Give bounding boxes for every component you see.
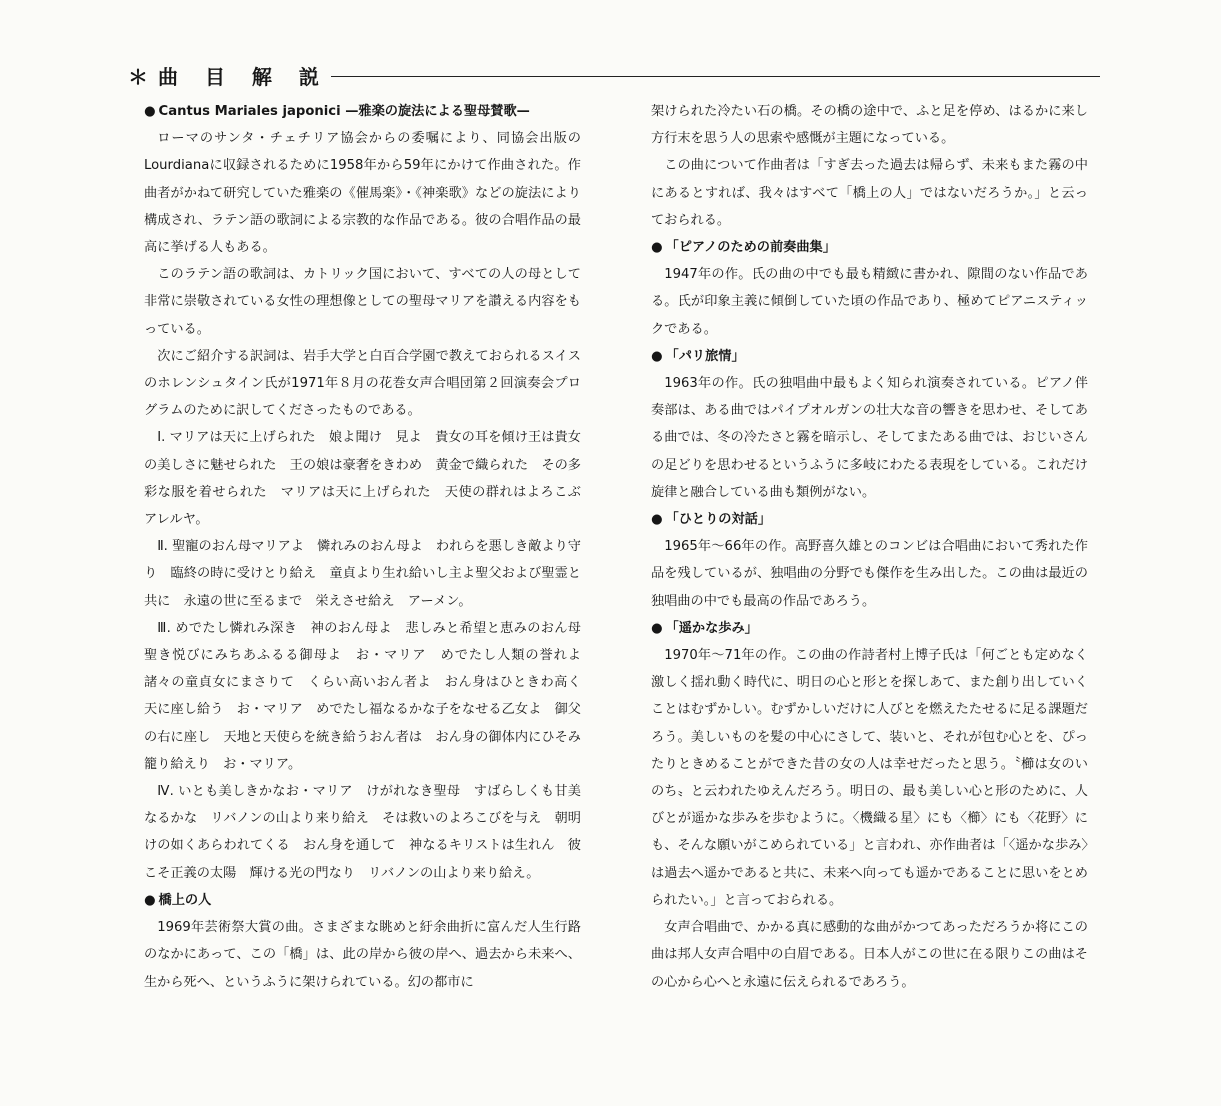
lyrics-verse-2: Ⅱ. 聖寵のおん母マリアよ 憐れみのおん母よ われらを悪しき敵より守り 臨終の時に受けとり給え 童貞より生れ給いし主よ聖父および聖霊と共に 永遠の世に至るまで 栄えさせ給え アーメン。 bbox=[144, 539, 581, 609]
paragraph: 1965年～66年の作。高野喜久雄とのコンビは合唱曲において秀れた作品を残しているが、独唱曲の分野でも傑作を生み出した。この曲は最近の独唱曲の中でも最高の作品であろう。 bbox=[651, 539, 1088, 609]
paragraph: 1963年の作。氏の独唱曲中最もよく知られ演奏されている。ピアノ伴奏部は、ある曲ではパイプオルガンの壮大な音の響きを思わせ、そしてある曲では、冬の冷たさと霧を暗示し、そしてまたある曲では、おじいさんの足どりを思わせるというふうに多岐にわたる表現をしている。これだけ旋律と融合している曲も類例がない。 bbox=[651, 376, 1088, 500]
section-title: 「ピアノのための前奏曲集」 bbox=[665, 240, 836, 256]
section-heading-cantus-mariales bbox=[144, 98, 581, 125]
lyrics-verse-1: Ⅰ. マリアは天に上げられた 娘よ聞け 見よ 貴女の耳を傾け王は貴女の美しさに魅せられた 王の娘は豪奢をきわめ 黄金で織られた その多彩な服を着せられた マリアは天に上げられた 天使の群れはよろこぶ アレルヤ。 bbox=[144, 430, 595, 528]
paragraph: 1947年の作。氏の曲の中でも最も精緻に書かれ、隙間のない作品である。氏が印象主義に傾倒していた頃の作品であり、極めてピアニスティックである。 bbox=[651, 267, 1088, 337]
paragraph: このラテン語の歌詞は、カトリック国において、すべての人の母として非常に崇敬されている女性の理想像としての聖母マリアを讃える内容をもっている。 bbox=[144, 267, 581, 337]
bullet-icon: ● bbox=[651, 348, 663, 364]
section-title: Cantus Mariales japonici —雅楽の旋法による聖母賛歌— bbox=[158, 104, 530, 119]
section-heading-kyojo-no-hito bbox=[144, 887, 581, 914]
bullet-icon: ● bbox=[651, 240, 663, 256]
section-title: 「遥かな歩み」 bbox=[665, 620, 758, 636]
paragraph: 1970年～71年の作。この曲の作詩者村上博子氏は「何ごとも定めなく激しく揺れ動く時代に、明日の心と形とを探しあて、また創り出していくことはむずかしい。むずかしいだけに人びとを燃えたたせるに足る課題だろう。美しいものを髪の中心にさして、装いと、それが包む心とを、ぴったりときめることができた昔の女の人は幸せだったと思う。〝櫛は女のいのち〟と云われたゆえんだろう。明日の、最も美しい心と形のために、人びとが遥かな歩みを歩むように。〈機織る星〉にも〈櫛〉にも〈花野〉にも、そんな願いがこめられている」と言われ、亦作曲者は「〈遥かな歩み〉は過去へ遥かであると共に、未来へ向っても遥かであることに思いをとめられたい。」と言っておられる。 bbox=[651, 648, 1088, 908]
section-heading-paris-ryojo bbox=[651, 343, 1088, 370]
section-title: 「パリ旅情」 bbox=[665, 348, 745, 364]
paragraph: 次にご紹介する訳詞は、岩手大学と白百合学園で教えておられるスイスのホレンシュタイン氏が1971年８月の花巻女声合唱団第２回演奏会プログラムのために訳してくださったものである。 bbox=[144, 348, 581, 419]
lyrics-verse-3: Ⅲ. めでたし憐れみ深き 神のおん母よ 悲しみと希望と恵みのおん母 聖き悦びにみちあふるる御母よ お・マリア めでたし人類の誉れよ 諸々の童貞女にまさりて くらい高いおん者よ おん身はひときわ高く 天に座し給う お・マリア めでたし福なるかな子をなせる乙女よ 御父の右に座し 天地と天使らを統き給うおん者は おん身の御体内にひそみ籠り給えり お・マリア。 bbox=[144, 620, 595, 772]
page-header bbox=[128, 62, 1100, 88]
paragraph: 1969年芸術祭大賞の曲。さまざまな眺めと紆余曲折に富んだ人生行路のなかにあって、この「橋」は、此の岸から彼の岸へ、過去から未来へ、生から死へ、というふうに架けられている。幻の都市に bbox=[144, 920, 581, 990]
paragraph: この曲について作曲者は「すぎ去った過去は帰らず、未来もまた霧の中にあるとすれば、我々はすべて「橋上の人」ではないだろうか。」と云っておられる。 bbox=[651, 158, 1088, 228]
left-column bbox=[144, 98, 595, 996]
paragraph: ローマのサンタ・チェチリア協会からの委嘱により、同協会出版のLourdianaに収録されるために1958年から59年にかけて作曲された。作曲者がかねて研究していた雅楽の《催馬楽》・《神楽歌》などの旋法により構成され、ラテン語の歌詞による宗教的な作品である。彼の合唱作品の最高に挙げる人もある。 bbox=[144, 131, 581, 256]
section-title: 橋上の人 bbox=[158, 892, 212, 908]
page-title: ＊曲 目 解 説 bbox=[128, 64, 329, 89]
lyrics-verse-4: Ⅳ. いとも美しきかなお・マリア けがれなき聖母 すばらしくも甘美なるかな リバノンの山より来り給え そは救いのよろこびを与え 朝明けの如くあらわれてくる おん身を通して 神なるキリストは生れん 彼こそ正義の太陽 輝ける光の門なり リバノンの山より来り給え。 bbox=[144, 784, 581, 881]
section-heading-hitori-no-taiwa bbox=[651, 506, 1088, 533]
bullet-icon: ● bbox=[144, 104, 156, 119]
right-column bbox=[651, 98, 1088, 996]
bullet-icon: ● bbox=[144, 892, 156, 908]
bullet-icon: ● bbox=[651, 512, 663, 528]
header-rule bbox=[331, 76, 1100, 77]
paragraph: 女声合唱曲で、かかる真に感動的な曲がかつてあっただろうか将にこの曲は邦人女声合唱中の白眉である。日本人がこの世に在る限りこの曲はその心から心へと永遠に伝えられるであろう。 bbox=[651, 920, 1088, 990]
section-title: 「ひとりの対話」 bbox=[665, 512, 772, 528]
bullet-icon: ● bbox=[651, 620, 663, 636]
section-heading-piano-preludes bbox=[651, 234, 1088, 261]
section-heading-haruka-na-ayumi bbox=[651, 615, 1088, 642]
paragraph-continuation: 架けられた冷たい石の橋。その橋の途中で、ふと足を停め、はるかに来し方行末を思う人の思索や感慨が主題になっている。 bbox=[651, 104, 1088, 147]
